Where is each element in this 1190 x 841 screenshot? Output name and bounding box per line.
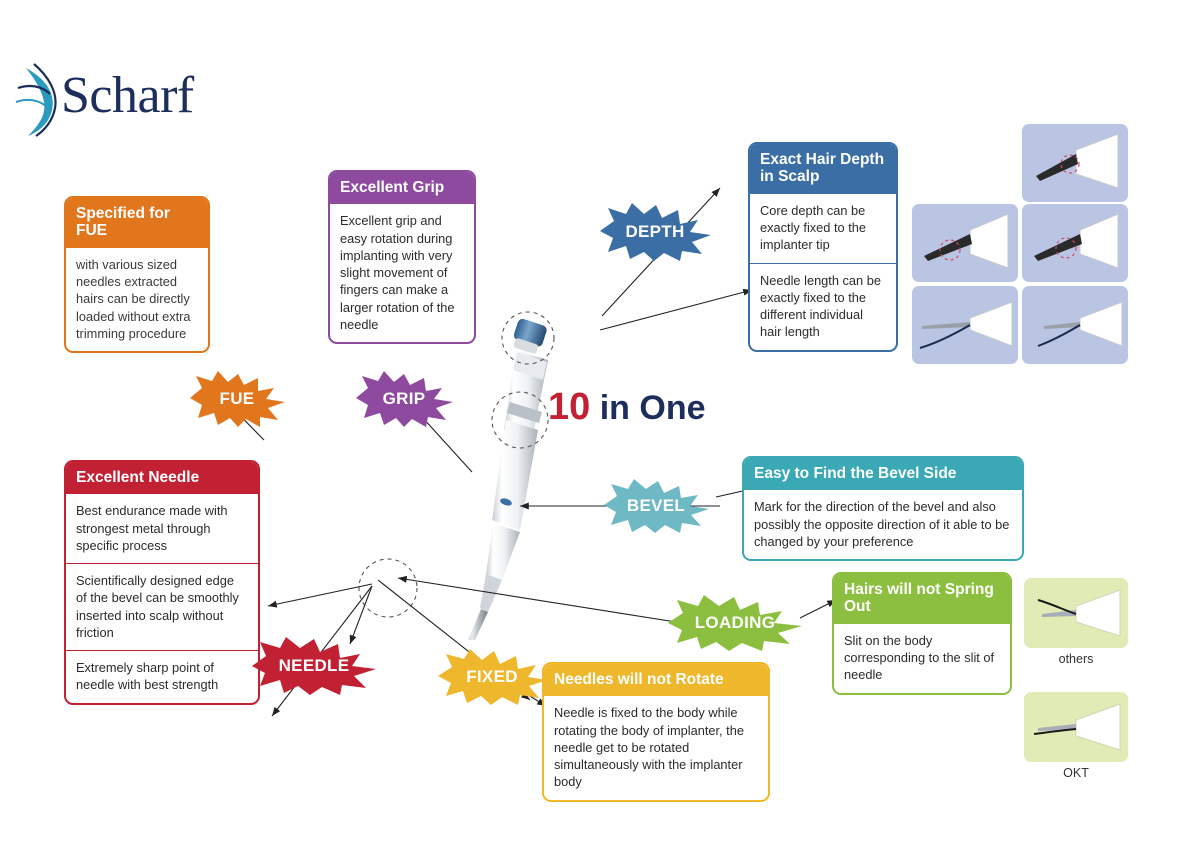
needle-length-photo-icon	[1022, 286, 1128, 364]
title-number: 10	[548, 386, 591, 428]
burst-fue-label: FUE	[219, 389, 255, 408]
burst-loading-label: LOADING	[694, 613, 776, 632]
burst-grip-label: GRIP	[382, 389, 426, 408]
card-bevel-body-1: Mark for the direction of the bevel and also possibly the opposite direction of it able to be changed by your preference	[754, 499, 1010, 549]
card-fixed-header: Needles will not Rotate	[544, 664, 768, 696]
callout-card-loading	[832, 572, 1012, 695]
hair-held-photo-icon	[1024, 692, 1128, 762]
card-depth-body-1: Core depth can be exactly fixed to the implanter tip	[760, 202, 866, 253]
burst-fixed	[434, 648, 550, 706]
card-grip-header: Excellent Grip	[330, 172, 474, 204]
title-rest: in One	[590, 389, 706, 427]
thumb-tip-closeup-left	[912, 204, 1018, 282]
needle-tip-photo-icon	[912, 204, 1018, 282]
card-bevel-header: Easy to Find the Bevel Side	[744, 458, 1022, 490]
needle-tip-photo-icon	[1022, 204, 1128, 282]
card-depth-header: Exact Hair Depth in Scalp	[750, 144, 896, 194]
needle-tip-photo-icon	[1022, 124, 1128, 202]
card-depth-body-2: Needle length can be exactly fixed to the different individual hair length	[750, 263, 896, 350]
card-loading-body-1: Slit on the body corresponding to the slit of needle	[844, 632, 995, 683]
needle-length-photo-icon	[912, 286, 1018, 364]
burst-fixed-label: FIXED	[466, 667, 518, 686]
card-needle-body-3: Extremely sharp point of needle with best strength	[66, 650, 258, 703]
card-needle-body-1: Best endurance made with strongest metal through specific process	[76, 503, 228, 553]
brand-logo	[14, 62, 244, 142]
burst-depth-label: DEPTH	[625, 222, 685, 241]
thumb-others-label: others	[1058, 652, 1094, 666]
burst-depth	[596, 202, 714, 262]
thumb-others-sample	[1024, 578, 1128, 648]
burst-bevel-label: BEVEL	[626, 496, 686, 515]
needle-tip-dashed-highlight	[330, 540, 450, 650]
callout-card-needle	[64, 460, 260, 705]
callout-card-bevel	[742, 456, 1024, 561]
burst-grip	[352, 370, 456, 428]
hair-spring-out-photo-icon	[1024, 578, 1128, 648]
callout-card-grip	[328, 170, 476, 344]
card-needle-body-2: Scientifically designed edge of the bevel can be smoothly inserted into scalp without friction	[66, 563, 258, 650]
card-fixed-body-1: Needle is fixed to the body while rotating the body of implanter, the needle get to be rotated simultaneously with the implanter body	[554, 705, 744, 790]
thumb-tip-closeup-top-right	[1022, 124, 1128, 202]
burst-fue	[186, 370, 288, 428]
callout-card-fue	[64, 196, 210, 353]
page-title	[548, 386, 706, 429]
thumb-okt-label: OKT	[1063, 766, 1089, 780]
burst-needle	[248, 636, 380, 696]
thumb-needle-length-right	[1022, 286, 1128, 364]
card-fue-header: Specified for FUE	[66, 198, 208, 248]
burst-loading	[664, 594, 806, 652]
thumb-okt-sample	[1024, 692, 1128, 762]
thumb-needle-length-left	[912, 286, 1018, 364]
callout-card-fixed	[542, 662, 770, 802]
burst-needle-label: NEEDLE	[278, 656, 350, 675]
brand-name: Scharf	[61, 67, 194, 124]
burst-bevel	[600, 478, 712, 534]
card-needle-header: Excellent Needle	[66, 462, 258, 494]
card-grip-body-1: Excellent grip and easy rotation during implanting with very slight movement of fingers can make a larger rotation of the needle	[340, 213, 455, 332]
card-fue-body-1: with various sized needles extracted hairs can be directly loaded without extra trimming procedure	[76, 256, 191, 341]
thumb-tip-closeup-right	[1022, 204, 1128, 282]
callout-card-depth	[748, 142, 898, 352]
card-loading-header: Hairs will not Spring Out	[834, 574, 1010, 624]
